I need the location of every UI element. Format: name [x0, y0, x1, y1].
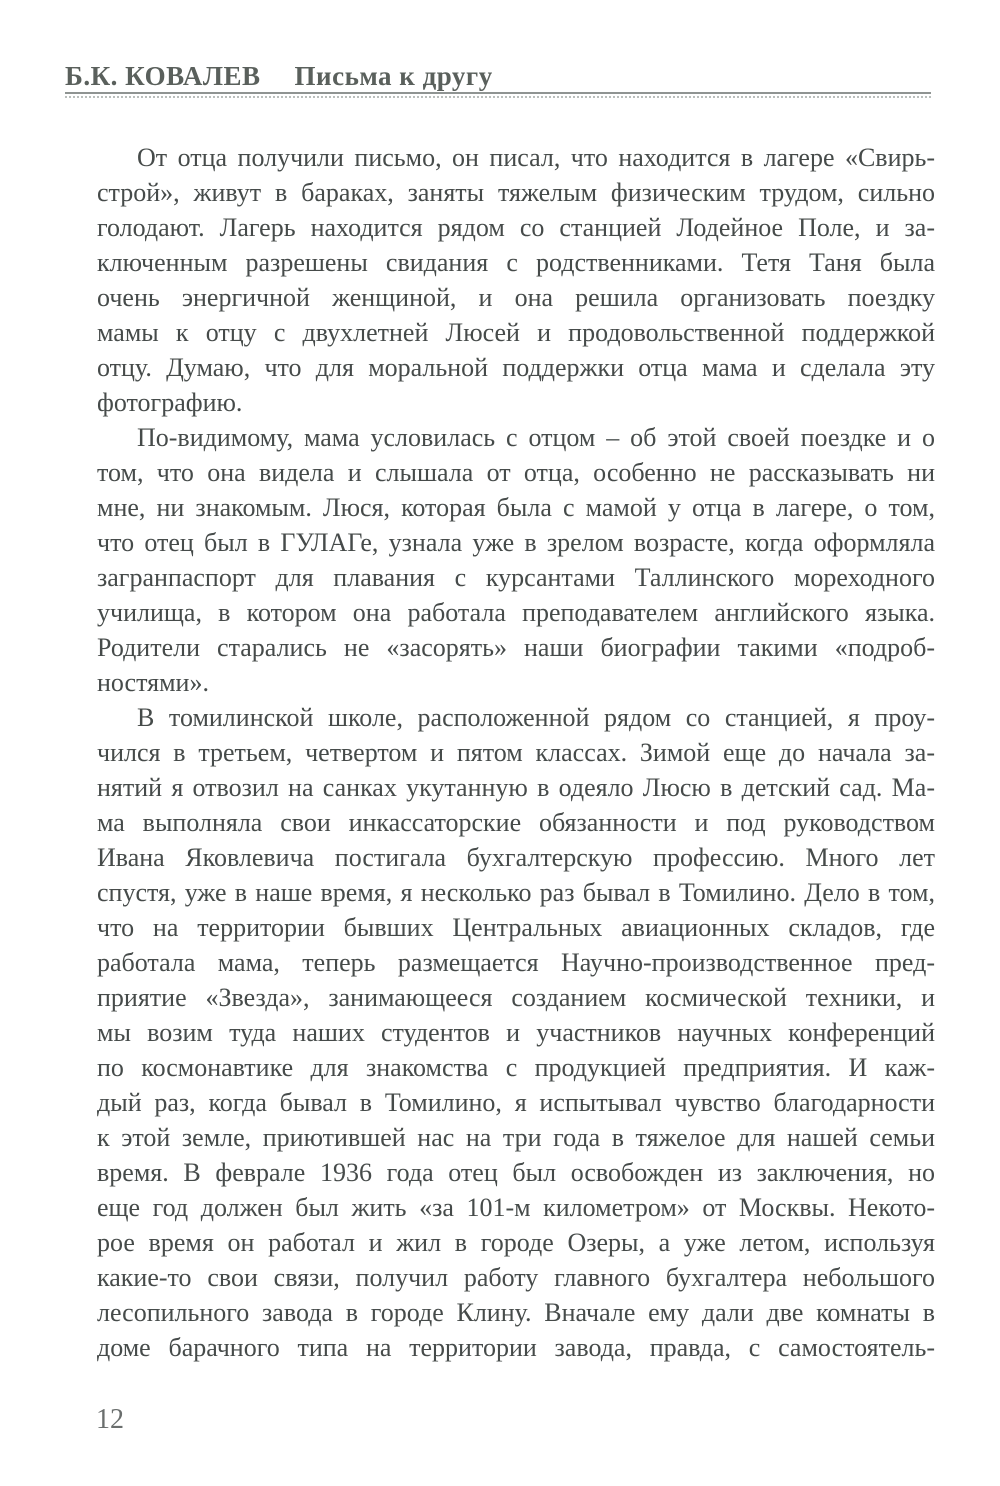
text-line: училища, в котором она работала преподавателем английского языка.: [97, 598, 935, 627]
text-line: работала мама, теперь размещается Научно-производственное пред-: [97, 948, 935, 977]
text-line: по космонавтике для знакомства с продукцией предприятия. И каж-: [97, 1053, 935, 1082]
text-line: к этой земле, приютившей нас на три года в тяжелое для нашей семьи: [97, 1123, 935, 1152]
text-line: приятие «Звезда», занимающееся созданием космической техники, и: [97, 983, 935, 1012]
text-line: ностями».: [97, 668, 209, 697]
text-line: что на территории бывших Центральных авиационных складов, где: [97, 913, 935, 942]
text-line: еще год должен был жить «за 101-м километром» от Москвы. Некото-: [97, 1193, 935, 1222]
text-line: голодают. Лагерь находится рядом со станцией Лодейное Поле, и за-: [97, 213, 935, 242]
text-line: ма выполняла свои инкассаторские обязанности и под руководством: [97, 808, 935, 837]
text-line: ключенным разрешены свидания с родственниками. Тетя Таня была: [97, 248, 935, 277]
page-footer: [96, 1404, 124, 1436]
text-line: строй», живут в бараках, заняты тяжелым физическим трудом, сильно: [97, 178, 935, 207]
text-line: какие-то свои связи, получил работу главного бухгалтера небольшого: [97, 1263, 935, 1292]
page-body-text: [97, 140, 935, 1365]
text-line: фотографию.: [97, 388, 243, 417]
text-line: От отца получили письмо, он писал, что находится в лагере «Свирь-: [137, 143, 935, 172]
text-line: спустя, уже в наше время, я несколько раз бывал в Томилино. Дело в том,: [97, 878, 935, 907]
text-line: рое время он работал и жил в городе Озеры, а уже летом, используя: [97, 1228, 935, 1257]
text-line: отцу. Думаю, что для моральной поддержки отца мама и сделала эту: [97, 353, 935, 382]
header-rule-dotted-line: [65, 96, 931, 98]
text-line: дый раз, когда бывал в Томилино, я испытывал чувство благодарности: [97, 1088, 935, 1117]
text-line: По-видимому, мама условилась с отцом – об этой своей поездке и о: [137, 423, 935, 452]
text-line: нятий я отвозил на санках укутанную в одеяло Люсю в детский сад. Ма-: [97, 773, 935, 802]
header-rule: [65, 92, 931, 99]
text-line: В томилинской школе, расположенной рядом со станцией, я проу-: [137, 703, 935, 732]
page-number: 12: [96, 1404, 124, 1435]
header-author: Б.К. КОВАЛЕВ: [65, 61, 261, 91]
text-line: мне, ни знакомым. Люся, которая была с мамой у отца в лагере, о том,: [97, 493, 935, 522]
header-book-title: Письма к другу: [294, 61, 493, 91]
text-line: мы возим туда наших студентов и участников научных конференций: [97, 1018, 935, 1047]
text-line: чился в третьем, четвертом и пятом классах. Зимой еще до начала за-: [97, 738, 935, 767]
text-line: лесопильного завода в городе Клину. Вначале ему дали две комнаты в: [97, 1298, 935, 1327]
text-line: что отец был в ГУЛАГе, узнала уже в зрелом возрасте, когда оформляла: [97, 528, 935, 557]
text-line: том, что она видела и слышала от отца, особенно не рассказывать ни: [97, 458, 935, 487]
text-line: Родители старались не «засорять» наши биографии такими «подроб-: [97, 633, 935, 662]
running-header: [65, 61, 931, 92]
text-line: Ивана Яковлевича постигала бухгалтерскую профессию. Много лет: [97, 843, 935, 872]
text-line: загранпаспорт для плавания с курсантами Таллинского мореходного: [97, 563, 935, 592]
text-line: очень энергичной женщиной, и она решила организовать поездку: [97, 283, 935, 312]
text-line: время. В феврале 1936 года отец был освобожден из заключения, но: [97, 1158, 935, 1187]
text-line: доме барачного типа на территории завода, правда, с самостоятель-: [97, 1333, 935, 1362]
text-line: мамы к отцу с двухлетней Люсей и продовольственной поддержкой: [97, 318, 935, 347]
header-rule-solid-line: [65, 92, 931, 94]
